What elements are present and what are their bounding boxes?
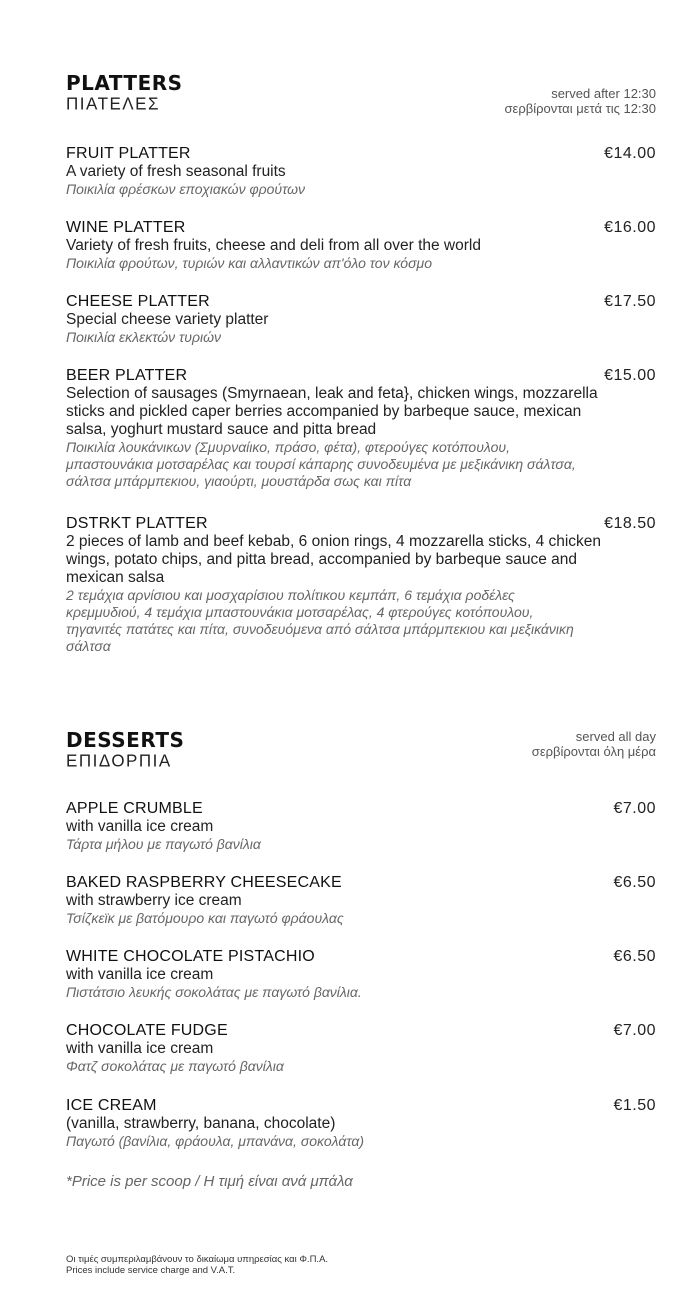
- desserts-subtitle: ΕΠΙΔΟΡΠΙΑ: [66, 751, 172, 771]
- footer-line-greek: Οι τιμές συμπεριλαμβάνουν το δικαίωμα υπηρεσίας και Φ.Π.Α.: [66, 1254, 329, 1265]
- item-price: €6.50: [613, 948, 656, 965]
- item-name: WINE PLATTER: [66, 219, 186, 236]
- item-name: FRUIT PLATTER: [66, 145, 191, 162]
- item-description: (vanilla, strawberry, banana, chocolate): [66, 1115, 336, 1132]
- item-greek-description: Φατζ σοκολάτας με παγωτό βανίλια: [66, 1058, 284, 1074]
- desserts-served: [532, 729, 656, 759]
- item-description: 2 pieces of lamb and beef kebab, 6 onion rings, 4 mozzarella sticks, 4 chicken wings, potato chips, and pitta bread, accompanied by barbeque sauce and mexican salsa: [66, 533, 602, 586]
- item-price: €7.00: [613, 800, 656, 817]
- item-greek-description: Τσίζκεϊκ με βατόμουρο και παγωτό φράουλας: [66, 910, 344, 926]
- menu-item-beer-platter: [66, 367, 656, 490]
- item-greek-description: Ποικιλία λουκάνικων (Σμυρναίικο, πράσο, φέτα), φτερούγες κοτόπουλου, μπαστουνάκια μοτσαρέλας και τουρσί κάπαρης συνοδευμένα με μεξικάνικη σάλτσα, σάλτσα μπάρμπεκιου, γιαούρτι, μουστάρδα σως και πίτα: [66, 439, 576, 489]
- item-price: €7.00: [613, 1022, 656, 1039]
- item-greek-description: Παγωτό (βανίλια, φράουλα, μπανάνα, σοκολάτα): [66, 1133, 365, 1149]
- platters-served: [505, 86, 656, 116]
- item-price: €14.00: [604, 145, 656, 162]
- item-name: BEER PLATTER: [66, 367, 188, 384]
- item-price: €6.50: [613, 874, 656, 891]
- item-name: WHITE CHOCOLATE PISTACHIO: [66, 948, 315, 965]
- menu-item-white-chocolate-pistachio: [66, 948, 656, 1001]
- item-price: €1.50: [613, 1097, 656, 1114]
- footer-line-english: Prices include service charge and V.A.T.: [66, 1265, 236, 1276]
- item-description: Variety of fresh fruits, cheese and deli from all over the world: [66, 237, 481, 254]
- menu-item-dstrkt-platter: [66, 515, 656, 655]
- platters-section: [66, 71, 656, 116]
- item-name: APPLE CRUMBLE: [66, 800, 203, 817]
- item-price: €18.50: [604, 515, 656, 532]
- desserts-title: DESSERTS: [66, 728, 185, 752]
- desserts-served-gr: σερβίρονται όλη μέρα: [531, 744, 656, 759]
- item-greek-description: 2 τεμάχια αρνίσιου και μοσχαρίσιου πολίτικου κεμπάπ, 6 τεμάχια ροδέλες κρεμμυδιού, 4 τεμάχια μπαστουνάκια μοτσαρέλας, 4 φτερούγες κοτόπουλου, τηγανιτές πατάτες και πίτα, συνοδευόμενα από σάλτσα μπάρμπεκιου και μεξικάνικη σάλτσα: [66, 587, 574, 654]
- menu-item-cheese-platter: [66, 293, 656, 346]
- menu-item-wine-platter: [66, 219, 656, 272]
- desserts-section: [66, 729, 656, 770]
- item-greek-description: Τάρτα μήλου με παγωτό βανίλια: [66, 836, 261, 852]
- menu-item-raspberry-cheesecake: [66, 874, 656, 927]
- menu-item-ice-cream: [66, 1097, 656, 1150]
- item-name: BAKED RASPBERRY CHEESECAKE: [66, 874, 342, 891]
- platters-title: PLATTERS: [66, 71, 183, 95]
- item-name: DSTRKT PLATTER: [66, 515, 208, 532]
- item-greek-description: Ποικιλία φρούτων, τυριών και αλλαντικών απ'όλο τον κόσμο: [66, 255, 432, 271]
- price-per-scoop-note: *Price is per scoop / Η τιμή είναι ανά μπάλα: [66, 1173, 353, 1190]
- menu-item-fruit-platter: [66, 145, 656, 198]
- item-price: €16.00: [604, 219, 656, 236]
- platters-served-en: served after 12:30: [551, 86, 656, 101]
- item-greek-description: Ποικιλία εκλεκτών τυριών: [66, 329, 222, 345]
- menu-item-chocolate-fudge: [66, 1022, 656, 1075]
- footer-legal-note: [66, 1254, 328, 1276]
- platters-subtitle: ΠΙΑΤΕΛΕΣ: [66, 94, 161, 114]
- item-description: with vanilla ice cream: [66, 818, 214, 835]
- platters-served-gr: σερβίρονται μετά τις 12:30: [504, 101, 656, 116]
- desserts-served-en: served all day: [575, 729, 656, 744]
- item-greek-description: Πιστάτσιο λευκής σοκολάτας με παγωτό βανίλια.: [66, 984, 362, 1000]
- item-description: Special cheese variety platter: [66, 311, 269, 328]
- item-description: Selection of sausages (Smyrnaean, leak and feta}, chicken wings, mozzarella sticks and pickled caper berries accompanied by barbeque sauce, mexican salsa, yoghurt mustard sauce and pitta bread: [66, 385, 598, 438]
- item-name: ICE CREAM: [66, 1097, 157, 1114]
- item-name: CHEESE PLATTER: [66, 293, 210, 310]
- item-greek-description: Ποικιλία φρέσκων εποχιακών φρούτων: [66, 181, 306, 197]
- menu-item-apple-crumble: [66, 800, 656, 853]
- item-name: CHOCOLATE FUDGE: [66, 1022, 228, 1039]
- item-description: A variety of fresh seasonal fruits: [66, 163, 286, 180]
- item-price: €17.50: [604, 293, 656, 310]
- item-price: €15.00: [604, 367, 656, 384]
- item-description: with strawberry ice cream: [66, 892, 242, 909]
- item-description: with vanilla ice cream: [66, 1040, 214, 1057]
- item-description: with vanilla ice cream: [66, 966, 214, 983]
